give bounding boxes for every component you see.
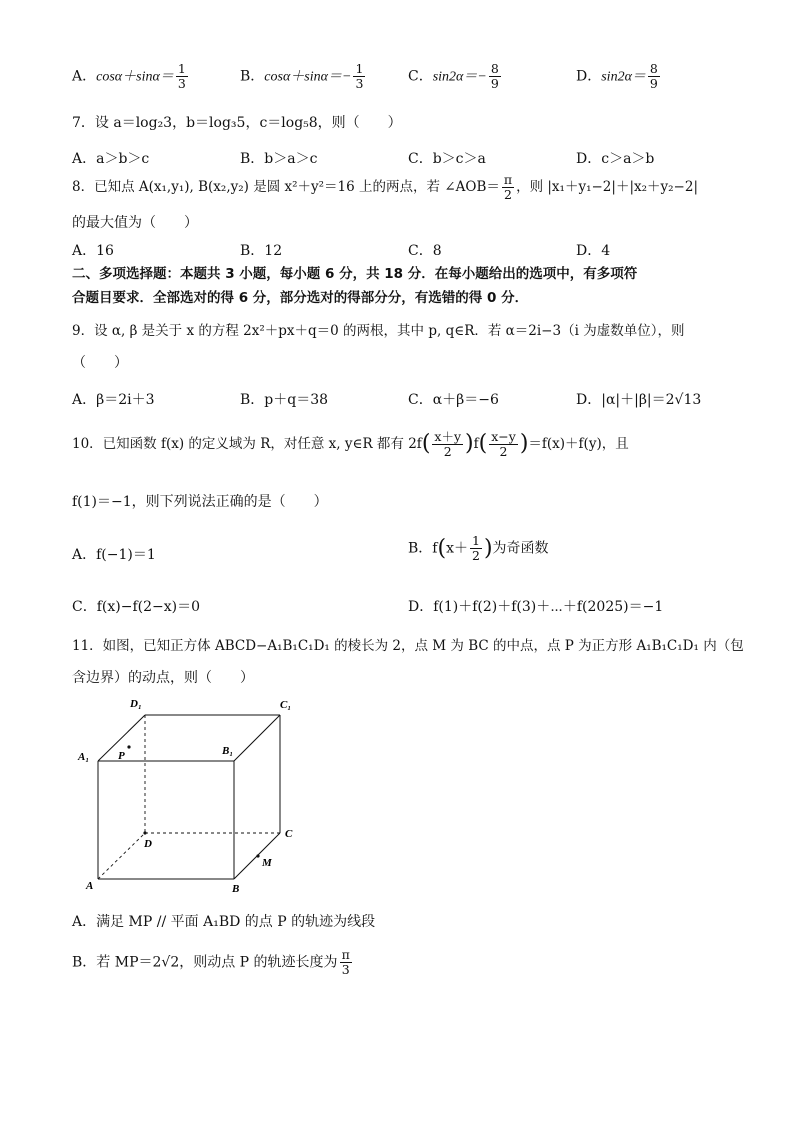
- label-M: M: [262, 857, 272, 869]
- fraction: $\frac{1}{3}$: [177, 61, 186, 91]
- q7-option-a: A．a＞b＞c: [72, 151, 150, 167]
- label-D: D: [144, 838, 152, 850]
- q6-option-b: B．cosα＋sinα＝− $\frac{1}{3}$: [240, 61, 364, 91]
- fraction: $\frac{8}{9}$: [649, 61, 658, 91]
- fraction: $\frac{8}{9}$: [490, 61, 499, 91]
- edge-B1C1: [234, 715, 280, 761]
- fraction: $\frac{x-y}{2}$: [491, 429, 516, 459]
- q8-stem: 8．已知点 A(x₁,y₁), B(x₂,y₂) 是圆 x²＋y²＝16 上的两点，若 ∠AOB＝ $\frac{\pi}{2}$ ，则 |x₁＋y₁−2|＋|x₂＋y₂−2|: [72, 172, 699, 202]
- q10-stem: 10．已知函数 f(x) 的定义域为 R，对任意 x, y∈R 都有 2f( $\frac{x+y}{2}$ )f( $\frac{x-y}{2}$ )＝f(x)＋f(y)，且: [72, 429, 629, 459]
- q6-option-a: A．cosα＋sinα＝ $\frac{1}{3}$: [72, 61, 186, 91]
- q9-option-b: B．p＋q＝38: [240, 392, 329, 408]
- q6-option-c: C．sin2α＝− $\frac{8}{9}$: [408, 61, 499, 91]
- q10-stem-line2: f(1)＝−1，则下列说法正确的是（ ）: [72, 494, 328, 510]
- q7-option-d: D．c＞a＞b: [576, 151, 655, 167]
- point-P: [127, 745, 130, 748]
- label-A1: A₁: [78, 751, 90, 763]
- q7-stem: 7．设 a＝log₂3，b＝log₃5，c＝log₅8，则（ ）: [72, 115, 402, 131]
- label-C: C: [285, 828, 293, 840]
- q9-option-a: A．β＝2i＋3: [72, 392, 155, 408]
- fraction: $\frac{1}{2}$: [471, 533, 480, 563]
- q9-option-d: D．|α|＋|β|＝2√13: [576, 392, 702, 408]
- q8-option-d: D．4: [576, 243, 611, 259]
- q7-option-b: B．b＞a＞c: [240, 151, 318, 167]
- q8-option-c: C．8: [408, 243, 442, 259]
- q11-stem-line2: 含边界）的动点，则（ ）: [72, 670, 254, 686]
- cube-figure: [74, 694, 304, 894]
- q10-option-b: B．f(x＋ $\frac{1}{2}$ )为奇函数: [408, 533, 549, 563]
- label-B1: B₁: [222, 745, 234, 757]
- section-heading-line2: 合题目要求．全部选对的得 6 分，部分选对的得部分分，有选错的得 0 分．: [72, 290, 529, 306]
- label-D1: D₁: [130, 698, 142, 710]
- label-B: B: [232, 883, 240, 894]
- q10-option-a: A．f(−1)＝1: [72, 547, 156, 563]
- fraction: $\frac{\pi}{3}$: [341, 947, 350, 977]
- q8-option-a: A．16: [72, 243, 114, 259]
- point-M: [256, 854, 259, 857]
- q10-option-d: D．f(1)＋f(2)＋f(3)＋⋯＋f(2025)＝−1: [408, 599, 664, 615]
- label-C1: C₁: [280, 699, 292, 711]
- q9-stem-line2: （ ）: [72, 355, 128, 371]
- q10-option-c: C．f(x)−f(2−x)＝0: [72, 599, 200, 615]
- q11-option-a: A．满足 MP // 平面 A₁BD 的点 P 的轨迹为线段: [72, 914, 376, 930]
- point-D: [143, 831, 146, 834]
- q9-option-c: C．α＋β＝−6: [408, 392, 499, 408]
- edge-AD: [98, 833, 145, 879]
- q8-option-b: B．12: [240, 243, 283, 259]
- q11-option-b: B．若 MP＝2√2，则动点 P 的轨迹长度为 $\frac{\pi}{3}$: [72, 947, 350, 977]
- q7-option-c: C．b＞c＞a: [408, 151, 486, 167]
- fraction: $\frac{x+y}{2}$: [434, 429, 462, 459]
- fraction: $\frac{1}{3}$: [355, 61, 364, 91]
- section-heading-line1: 二、多项选择题：本题共 3 小题，每小题 6 分，共 18 分．在每小题给出的选项中，有多项符: [72, 266, 638, 282]
- q6-option-d: D．sin2α＝ $\frac{8}{9}$: [576, 61, 658, 91]
- q8-stem-line2: 的最大值为（ ）: [72, 215, 198, 231]
- fraction: $\frac{\pi}{2}$: [503, 172, 513, 202]
- q11-stem: 11．如图，已知正方体 ABCD−A₁B₁C₁D₁ 的棱长为 2，点 M 为 BC 的中点，点 P 为正方形 A₁B₁C₁D₁ 内（包: [72, 638, 744, 654]
- label-A: A: [86, 880, 94, 892]
- label-P: P: [118, 750, 125, 762]
- q9-stem: 9．设 α, β 是关于 x 的方程 2x²＋px＋q＝0 的两根，其中 p, q∈R．若 α＝2i−3（i 为虚数单位），则: [72, 323, 685, 339]
